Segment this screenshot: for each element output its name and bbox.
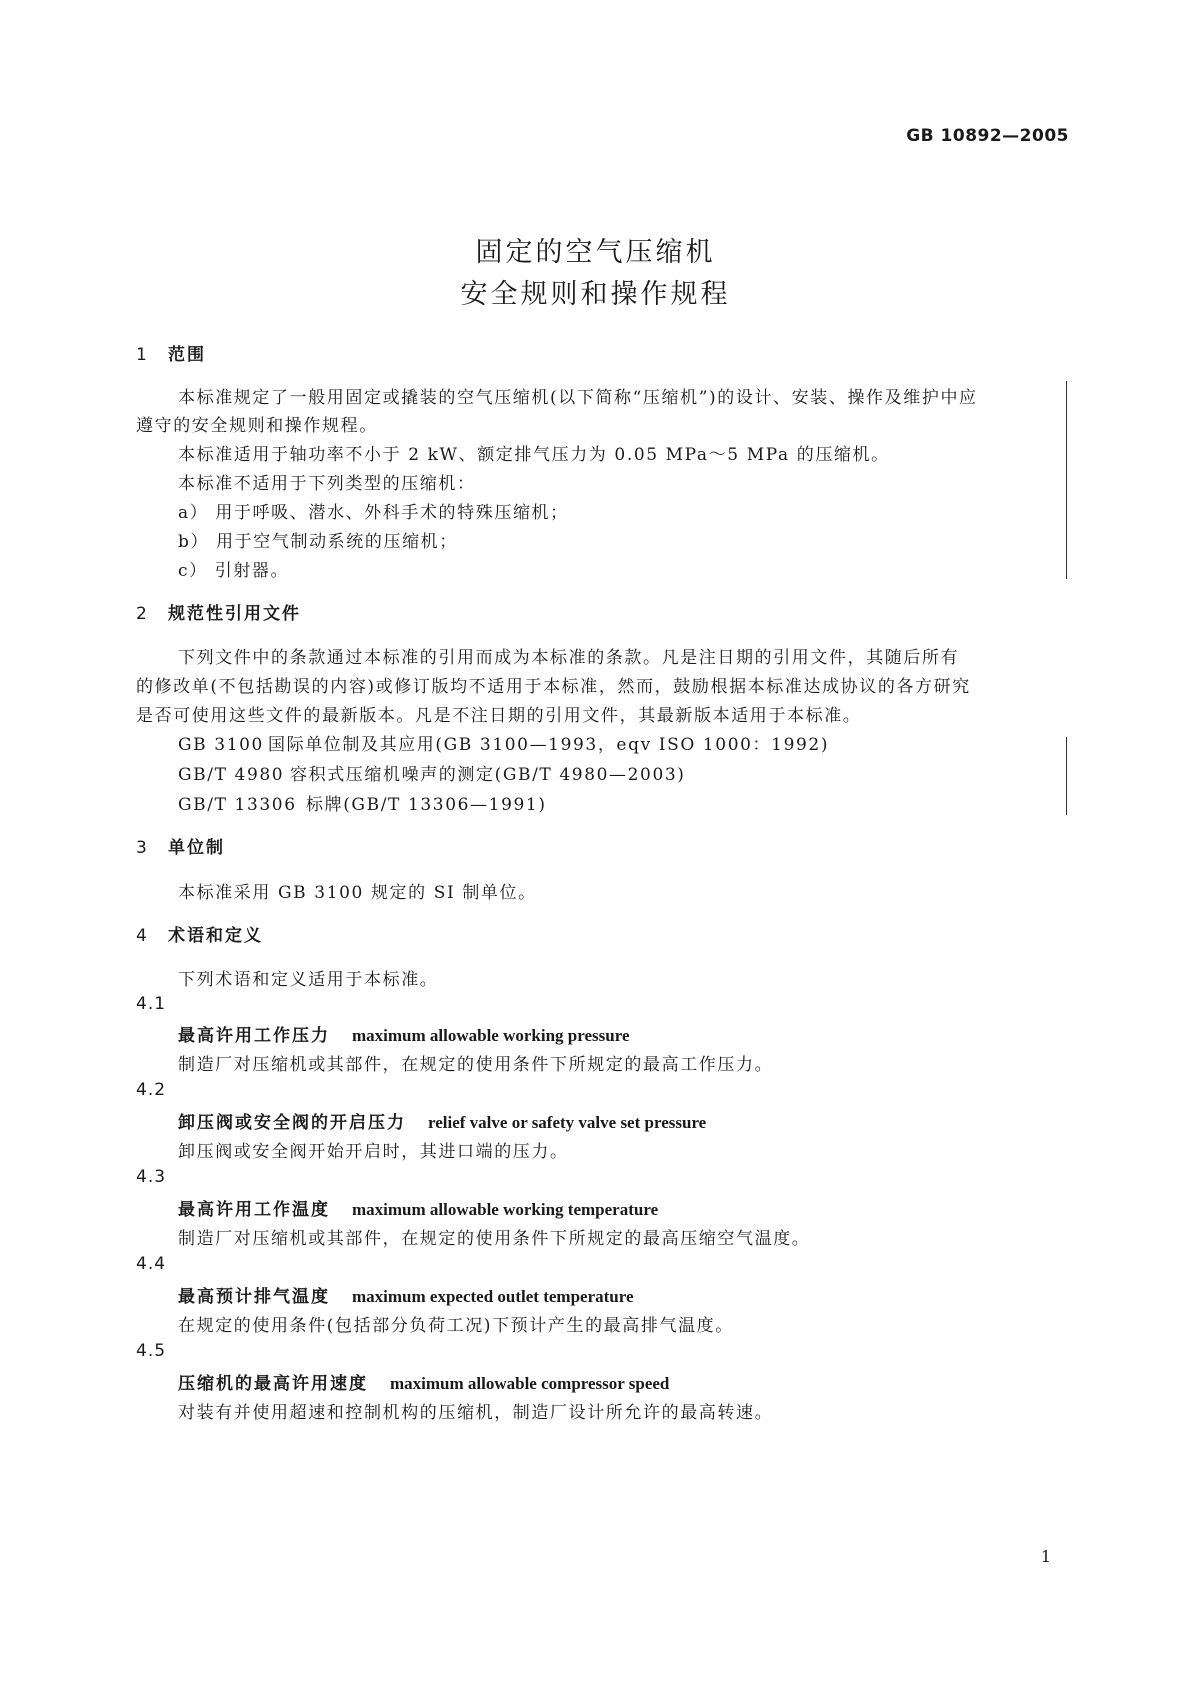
section-title: 范围 [168,345,206,365]
term-number: 4.5 [136,1341,167,1361]
reference-code: GB 3100 [178,735,264,755]
paragraph: 本标准规定了一般用固定或撬装的空气压缩机(以下简称“压缩机”)的设计、安装、操作及维护中应 [178,388,978,408]
reference-title: 标牌(GB/T 13306—1991) [306,795,547,815]
section-title: 术语和定义 [168,926,263,946]
term-definition: 对装有并使用超速和控制机构的压缩机，制造厂设计所允许的最高转速。 [178,1403,774,1423]
document-title-line2: 安全规则和操作规程 [460,279,731,310]
term-heading [178,1195,658,1220]
term-number: 4.3 [136,1167,167,1187]
paragraph: 是否可使用这些文件的最新版本。凡是不注日期的引用文件，其最新版本适用于本标准。 [136,706,862,726]
reference-code: GB/T 13306 [178,795,297,815]
paragraph: 遵守的安全规则和操作规程。 [136,416,378,436]
term-english: maximum allowable working pressure [352,1026,630,1045]
term-english: maximum expected outlet temperature [352,1287,634,1306]
revision-bar [1066,381,1067,579]
list-item: c） 引射器。 [178,561,290,581]
term-heading [178,1021,630,1046]
term-heading [178,1369,669,1394]
section-2-heading [136,599,301,624]
term-definition: 卸压阀或安全阀开始开启时，其进口端的压力。 [178,1142,569,1162]
reference-code: GB/T 4980 [178,765,285,785]
reference-title: 容积式压缩机噪声的测定(GB/T 4980—2003) [290,765,686,785]
term-number: 4.1 [136,994,167,1014]
reference-item [178,790,547,815]
term-english: relief valve or safety valve set pressure [428,1113,707,1132]
list-item: a） 用于呼吸、潜水、外科手术的特殊压缩机； [178,503,569,523]
term-definition: 制造厂对压缩机或其部件，在规定的使用条件下所规定的最高压缩空气温度。 [178,1229,811,1249]
paragraph: 本标准不适用于下列类型的压缩机： [178,474,476,494]
revision-bar [1066,737,1067,815]
term-chinese: 压缩机的最高许用速度 [178,1374,368,1394]
paragraph: 的修改单(不包括勘误的内容)或修订版均不适用于本标准，然而，鼓励根据本标准达成协议的各方研究 [136,677,971,697]
term-english: maximum allowable compressor speed [390,1374,670,1393]
reference-item [178,760,686,785]
document-title-line1: 固定的空气压缩机 [475,237,716,268]
term-definition: 在规定的使用条件(包括部分负荷工况)下预计产生的最高排气温度。 [178,1316,734,1336]
section-number: 3 [136,838,149,858]
paragraph: 本标准采用 GB 3100 规定的 SI 制单位。 [178,883,537,903]
reference-title: 国际单位制及其应用(GB 3100—1993，eqv ISO 1000：1992) [268,735,830,755]
term-chinese: 最高预计排气温度 [178,1287,330,1307]
section-number: 4 [136,926,149,946]
term-chinese: 卸压阀或安全阀的开启压力 [178,1113,406,1133]
term-heading [178,1108,706,1133]
section-title: 规范性引用文件 [168,604,301,624]
term-english: maximum allowable working temperature [352,1200,659,1219]
section-number: 1 [136,345,149,365]
term-number: 4.2 [136,1080,167,1100]
term-chinese: 最高许用工作压力 [178,1026,330,1046]
paragraph: 下列文件中的条款通过本标准的引用而成为本标准的条款。凡是注日期的引用文件，其随后所有 [178,648,960,668]
paragraph: 下列术语和定义适用于本标准。 [178,970,439,990]
paragraph: 本标准适用于轴功率不小于 2 kW、额定排气压力为 0.05 MPa～5 MPa 的压缩机。 [178,445,890,465]
section-title: 单位制 [168,838,225,858]
term-heading [178,1282,634,1307]
term-definition: 制造厂对压缩机或其部件，在规定的使用条件下所规定的最高工作压力。 [178,1055,774,1075]
section-1-heading [136,340,206,365]
term-chinese: 最高许用工作温度 [178,1200,330,1220]
term-number: 4.4 [136,1254,167,1274]
section-3-heading [136,833,225,858]
section-4-heading [136,921,263,946]
reference-item [178,730,829,755]
standard-code: GB 10892—2005 [906,126,1069,146]
section-number: 2 [136,604,149,624]
list-item: b） 用于空气制动系统的压缩机； [178,532,458,552]
page-number: 1 [1040,1547,1051,1566]
